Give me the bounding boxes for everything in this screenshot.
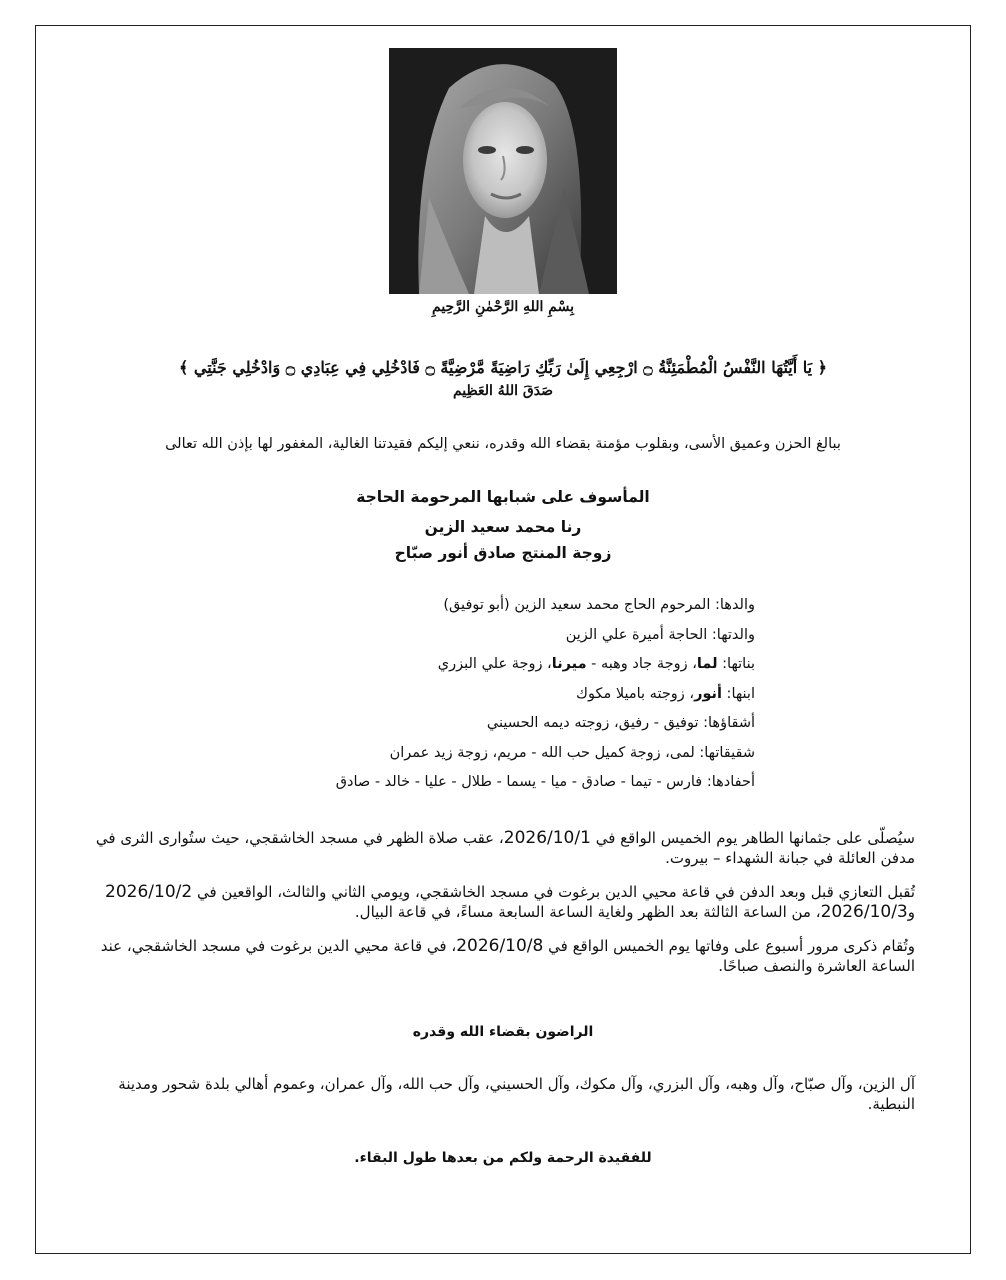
quran-verse: ﴿ يَا أَيَّتُهَا النَّفْسُ الْمُطْمَئِنَّةُ ۝ ارْجِعِي إِلَىٰ رَبِّكِ رَاضِيَةً مَّرْضِيَّةً ۝ فَادْخُلِي فِي عِبَادِي ۝ وَادْخُلِي جَنَّتِي ﴾ [178, 358, 828, 377]
portrait-photo [389, 48, 617, 294]
condolences-text: تُقبل التعازي قبل وبعد الدفن في قاعة محيي الدين برغوت في مسجد الخاشقجي، ويومي الثاني والثالث، الواقعين في [192, 883, 915, 901]
sisters-line: شقيقاتها: لمى، زوجة كميل حب الله - مريم، زوجة زيد عمران [389, 744, 755, 761]
funeral-prayer-paragraph [88, 828, 915, 868]
portrait-illustration [389, 48, 617, 294]
family-list [235, 591, 755, 798]
memorial-paragraph [88, 936, 915, 976]
brothers-line: أشقاؤها: توفيق - رفيق، زوجته ديمه الحسيني [486, 715, 755, 731]
deceased-spouse: زوجة المنتج صادق أنور صبّاح [394, 544, 612, 562]
accepting-fate-line: الراضون بقضاء الله وقدره [412, 1024, 594, 1040]
deceased-name: رنا محمد سعيد الزين [424, 518, 582, 536]
closing-line: للفقيدة الرحمة ولكم من بعدها طول البقاء. [354, 1150, 652, 1166]
son-label: ابنها: [721, 685, 755, 702]
grandchildren-line: أحفادها: فارس - تيما - صادق - ميا - يسما - طلال - عليا - خالد - صادق [335, 774, 755, 790]
condolences-text: و [907, 903, 915, 921]
memorial-text: ، في قاعة محيي الدين برغوت في مسجد الخاشقجي، عند الساعة العاشرة والنصف صباحًا. [100, 937, 915, 975]
condolences-date: 2026/10/2 [105, 882, 193, 902]
memorial-text: وتُقام ذكرى مرور أسبوع على وفاتها يوم الخميس الواقع في [543, 937, 915, 955]
deceased-title: المأسوف على شبابها المرحومة الحاجة [356, 488, 650, 506]
funeral-text: ، عقب صلاة الظهر في مسجد الخاشقجي، حيث ستُوارى الثرى في مدفن العائلة في جبانة الشهداء – بيروت. [95, 829, 915, 867]
daughter-spouse: ، زوجة علي البزري [437, 656, 552, 672]
condolences-date: 2026/10/3 [820, 902, 908, 922]
memorial-date: 2026/10/8 [456, 936, 544, 956]
families-paragraph: آل الزين، وآل صبّاح، وآل وهبه، وآل البزري، وآل مكوك، وآل الحسيني، وآل حب الله، وآل عمران، وعموم أهالي بلدة شحور ومدينة النبطية. [118, 1075, 915, 1113]
bismillah: بِسْمِ اللهِ الرَّحْمٰنِ الرَّحِيمِ [432, 299, 574, 315]
condolences-text: ، من الساعة الثالثة بعد الظهر ولغاية الساعة السابعة مساءً، في قاعة البيال. [354, 903, 821, 921]
intro-text: ببالغ الحزن وعميق الأسى، وبقلوب مؤمنة بقضاء الله وقدره، ننعي إليكم فقيدتنا الغالية، المغفور لها بإذن الله تعالى [165, 436, 841, 452]
father-line: والدها: المرحوم الحاج محمد سعيد الزين (أبو توفيق) [443, 597, 755, 613]
verse-closing: صَدَقَ اللهُ العَظِيم [452, 383, 554, 399]
son-spouse: ، زوجته باميلا مكوك [576, 685, 695, 702]
son-line [235, 680, 755, 710]
mother-line: والدتها: الحاجة أميرة علي الزين [565, 626, 755, 643]
daughter-name: ميرنا [551, 656, 587, 672]
daughter-spouse: ، زوجة جاد وهبه - [586, 656, 697, 672]
daughters-label: بناتها: [717, 656, 755, 672]
funeral-text: سيُصلّى على جثمانها الطاهر يوم الخميس الواقع في [590, 829, 915, 847]
daughter-name: لما [696, 656, 718, 672]
daughters-line [235, 650, 755, 680]
funeral-date: 2026/10/1 [503, 828, 591, 848]
son-name: أنور [694, 685, 722, 702]
obituary-frame [35, 25, 971, 1254]
condolences-paragraph [88, 882, 915, 922]
